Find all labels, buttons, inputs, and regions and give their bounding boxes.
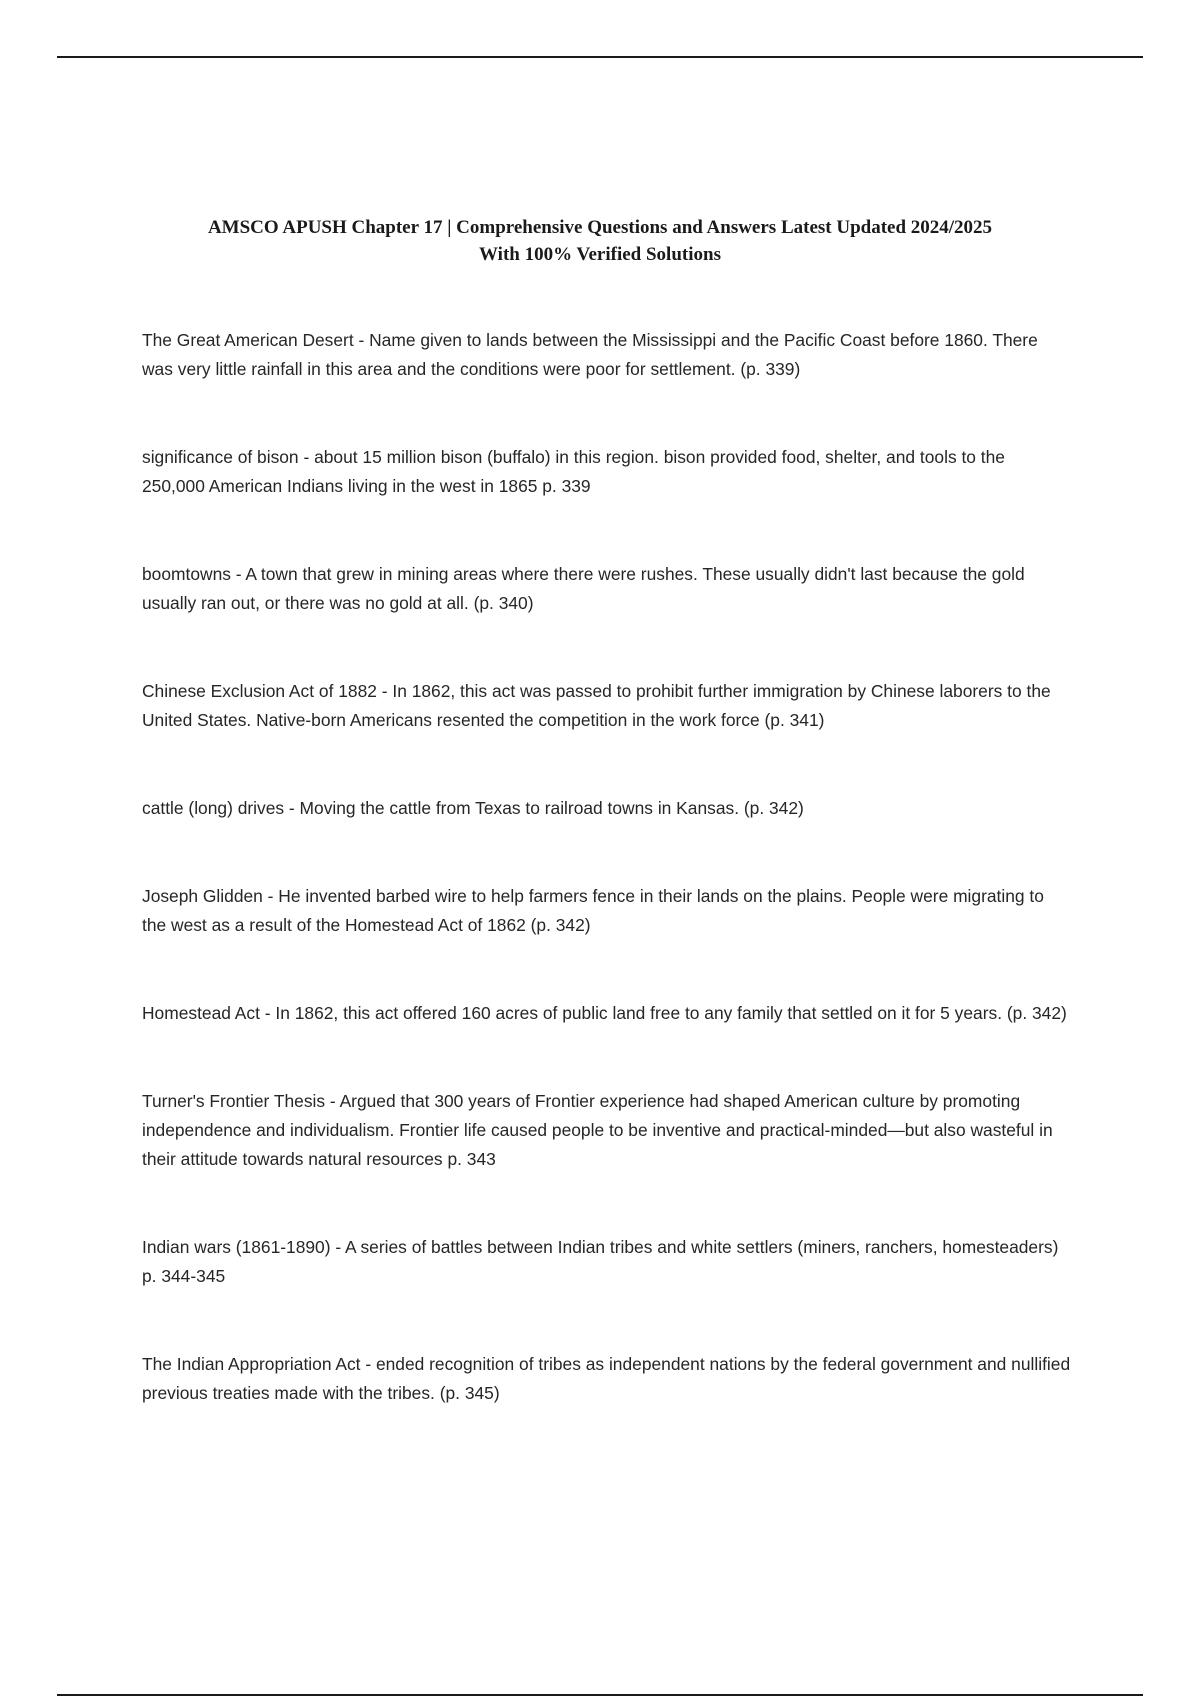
- entry-turners-frontier-thesis: Turner's Frontier Thesis - Argued that 300 years of Frontier experience had shaped American culture by promoting independence and individualism. Frontier life caused people to be inventive and practical-minded—but also wasteful in their attitude towards natural resources p. 343: [142, 1091, 1053, 1169]
- entry-great-american-desert: The Great American Desert - Name given to lands between the Mississippi and the Pacific Coast before 1860. There was very little rainfall in this area and the conditions were poor for settlement. (p. 339): [142, 330, 1038, 379]
- entry-significance-of-bison: significance of bison - about 15 million bison (buffalo) in this region. bison provided food, shelter, and tools to the 250,000 American Indians living in the west in 1865 p. 339: [142, 447, 1005, 496]
- entry-cattle-drives: cattle (long) drives - Moving the cattle from Texas to railroad towns in Kansas. (p. 342): [142, 798, 804, 818]
- entry-joseph-glidden: Joseph Glidden - He invented barbed wire to help farmers fence in their lands on the plains. People were migrating to the west as a result of the Homestead Act of 1862 (p. 342): [142, 886, 1044, 935]
- title-line-2: With 100% Verified Solutions: [479, 244, 721, 265]
- document-title: [100, 214, 1100, 268]
- footer-rule: [57, 1694, 1143, 1696]
- entry-boomtowns: boomtowns - A town that grew in mining areas where there were rushes. These usually didn't last because the gold usually ran out, or there was no gold at all. (p. 340): [142, 564, 1025, 613]
- title-line-1: AMSCO APUSH Chapter 17 | Comprehensive Questions and Answers Latest Updated 2024/2025: [207, 217, 993, 238]
- entry-chinese-exclusion-act: Chinese Exclusion Act of 1882 - In 1862, this act was passed to prohibit further immigration by Chinese laborers to the United States. Native-born Americans resented the competition in the work force (p. 341): [142, 681, 1051, 730]
- entry-indian-appropriation-act: The Indian Appropriation Act - ended recognition of tribes as independent nations by the federal government and nullified previous treaties made with the tribes. (p. 345): [142, 1354, 1071, 1403]
- entry-indian-wars: Indian wars (1861-1890) - A series of battles between Indian tribes and white settlers (miners, ranchers, homesteaders) p. 344-345: [142, 1237, 1059, 1286]
- entry-homestead-act: Homestead Act - In 1862, this act offered 160 acres of public land free to any family that settled on it for 5 years. (p. 342): [142, 1003, 1067, 1023]
- entry-list: [142, 326, 1072, 1408]
- header-rule: [57, 56, 1143, 58]
